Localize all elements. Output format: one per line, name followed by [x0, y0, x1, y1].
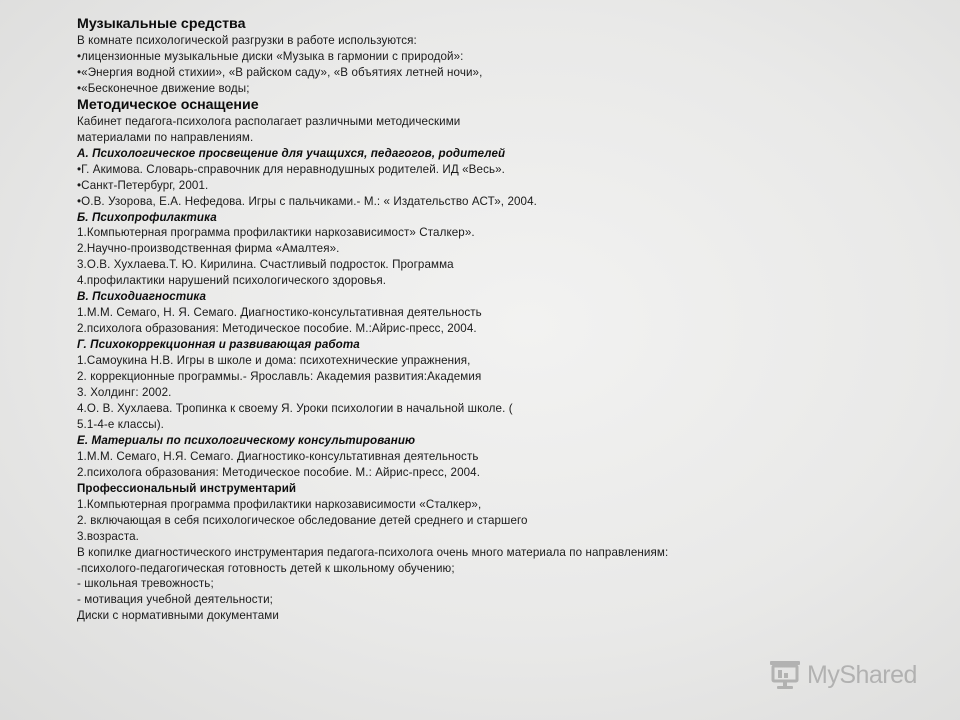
- text-line: 1.Самоукина Н.В. Игры в школе и дома: психотехнические упражнения,: [77, 354, 471, 368]
- subsection-heading: А. Психологическое просвещение для учащихся, педагогов, родителей: [77, 146, 506, 160]
- subsection-heading: Г. Психокоррекционная и развивающая работа: [77, 338, 360, 352]
- slide-content: [77, 16, 937, 624]
- text-line: 3.возраста.: [77, 529, 139, 543]
- subsection-heading: Е. Материалы по психологическому консультированию: [77, 433, 416, 447]
- text-line: - мотивация учебной деятельности;: [77, 593, 273, 607]
- text-line: 4.О. В. Хухлаева. Тропинка к своему Я. Уроки психологии в начальной школе. (: [77, 401, 513, 415]
- text-line: 2. коррекционные программы.- Ярославль: Академия развития:Академия: [77, 370, 482, 384]
- text-line: •лицензионные музыкальные диски «Музыка в гармонии с природой»:: [77, 49, 464, 63]
- text-line: 1.Компьютерная программа профилактики наркозависимост» Сталкер».: [77, 226, 475, 240]
- text-line: В комнате психологической разгрузки в работе используются:: [77, 34, 417, 47]
- logo-text: MyShared: [807, 660, 917, 689]
- text-line: Кабинет педагога-психолога располагает различными методическими: [77, 114, 461, 128]
- text-line: 5.1-4-е классы).: [77, 417, 164, 431]
- section-heading: Музыкальные средства: [77, 16, 246, 32]
- text-line: 3. Холдинг: 2002.: [77, 386, 172, 400]
- watermark-logo: [767, 655, 917, 695]
- text-line: 1.М.М. Семаго, Н. Я. Семаго. Диагностико-консультативная деятельность: [77, 306, 482, 320]
- text-line: 2. включающая в себя психологическое обследование детей среднего и старшего: [77, 513, 528, 527]
- text-line: 4.профилактики нарушений психологического здоровья.: [77, 274, 387, 288]
- text-line: - школьная тревожность;: [77, 577, 214, 591]
- text-line: •«Энергия водной стихии», «В райском саду», «В объятиях летней ночи»,: [77, 65, 483, 79]
- text-line: 2.Научно-производственная фирма «Амалтея».: [77, 242, 340, 256]
- subsection-heading: Б. Психопрофилактика: [77, 210, 217, 224]
- text-line: 2.психолога образования: Методическое пособие. М.: Айрис-пресс, 2004.: [77, 465, 481, 479]
- subsection-heading: Профессиональный инструментарий: [77, 481, 297, 495]
- text-line: материалами по направлениям.: [77, 130, 254, 144]
- text-line: В копилке диагностического инструментария педагога-психолога очень много материала по направлениям:: [77, 545, 669, 559]
- text-line: 1.Компьютерная программа профилактики наркозависимости «Сталкер»,: [77, 497, 482, 511]
- text-line: •Санкт-Петербург, 2001.: [77, 178, 209, 192]
- text-line: 1.М.М. Семаго, Н.Я. Семаго. Диагностико-консультативная деятельность: [77, 449, 479, 463]
- subsection-heading: В. Психодиагностика: [77, 290, 207, 304]
- text-line: •«Бесконечное движение воды;: [77, 81, 250, 95]
- text-line: -психолого-педагогическая готовность детей к школьному обучению;: [77, 561, 455, 575]
- text-line: •Г. Акимова. Словарь-справочник для неравнодушных родителей. ИД «Весь».: [77, 162, 505, 176]
- text-line: 3.О.В. Хухлаева.Т. Ю. Кирилина. Счастливый подросток. Программа: [77, 258, 454, 272]
- projector-icon: [767, 657, 803, 693]
- text-line: 2.психолога образования: Методическое пособие. М.:Айрис-пресс, 2004.: [77, 322, 477, 336]
- section-heading: Методическое оснащение: [77, 96, 259, 113]
- text-line: •О.В. Узорова, Е.А. Нефедова. Игры с пальчиками.- М.: « Издательство АСТ», 2004.: [77, 194, 537, 208]
- text-line: Диски с нормативными документами: [77, 609, 279, 623]
